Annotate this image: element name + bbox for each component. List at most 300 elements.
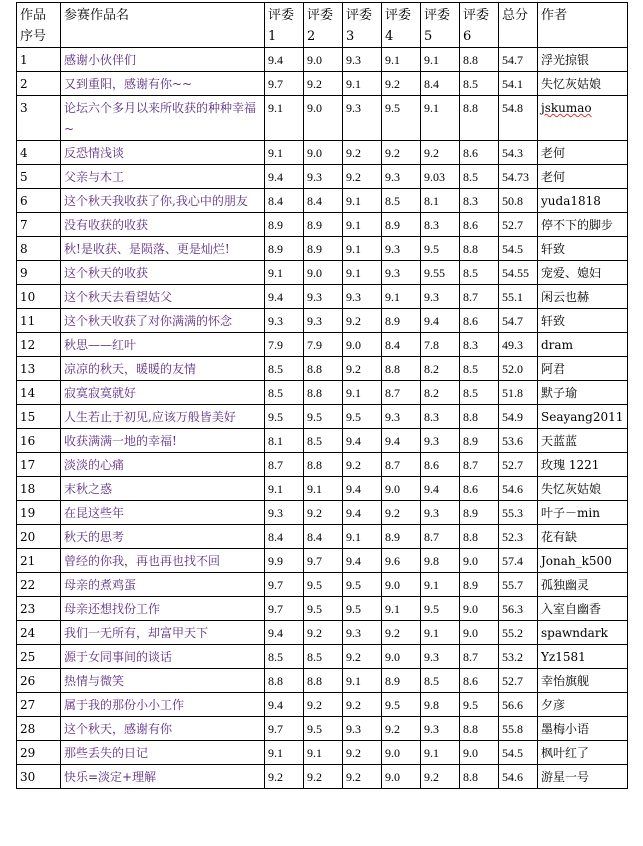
cell-judge-5: 8.1 [421, 189, 460, 213]
header-total: 总分 [499, 3, 538, 48]
cell-judge-3: 9.2 [343, 765, 382, 789]
cell-judge-5: 9.8 [421, 549, 460, 573]
cell-judge-2: 8.8 [304, 453, 343, 477]
table-row [17, 96, 628, 141]
cell-judge-1: 8.4 [265, 525, 304, 549]
cell-judge-2: 8.4 [304, 525, 343, 549]
cell-entry-no: 29 [17, 741, 61, 765]
cell-author: 墨梅小语 [538, 717, 628, 741]
cell-author: 玫瑰 1221 [538, 453, 628, 477]
table-row [17, 669, 628, 693]
cell-judge-3: 9.1 [343, 381, 382, 405]
cell-judge-4: 8.8 [382, 357, 421, 381]
cell-judge-2: 9.7 [304, 549, 343, 573]
table-row [17, 717, 628, 741]
cell-judge-2: 9.2 [304, 501, 343, 525]
cell-entry-title: 这个秋天去看望姑父 [61, 285, 265, 309]
cell-judge-1: 8.8 [265, 669, 304, 693]
cell-judge-3: 9.1 [343, 669, 382, 693]
cell-judge-3: 9.1 [343, 72, 382, 96]
table-row [17, 237, 628, 261]
cell-total: 54.6 [499, 765, 538, 789]
cell-total: 53.6 [499, 429, 538, 453]
cell-judge-5: 9.4 [421, 309, 460, 333]
cell-judge-3: 9.3 [343, 717, 382, 741]
cell-judge-1: 8.1 [265, 429, 304, 453]
cell-judge-2: 9.5 [304, 405, 343, 429]
cell-judge-5: 7.8 [421, 333, 460, 357]
cell-judge-6: 9.0 [460, 549, 499, 573]
cell-author: yuda1818 [538, 189, 628, 213]
header-author: 作者 [538, 3, 628, 48]
cell-judge-5: 9.3 [421, 645, 460, 669]
cell-author: 轩致 [538, 237, 628, 261]
table-row [17, 72, 628, 96]
table-row [17, 597, 628, 621]
cell-entry-title: 这个秋天收获了对你满满的怀念 [61, 309, 265, 333]
cell-entry-title: 收获满满一地的幸福! [61, 429, 265, 453]
cell-judge-1: 9.3 [265, 501, 304, 525]
cell-author: 闲云也赫 [538, 285, 628, 309]
cell-judge-4: 9.0 [382, 477, 421, 501]
cell-judge-4: 9.1 [382, 285, 421, 309]
cell-judge-5: 8.2 [421, 357, 460, 381]
cell-entry-no: 2 [17, 72, 61, 96]
cell-entry-no: 28 [17, 717, 61, 741]
header-judge-2: 评委2 [304, 3, 343, 48]
table-row [17, 357, 628, 381]
cell-judge-5: 8.6 [421, 453, 460, 477]
table-row [17, 741, 628, 765]
cell-judge-5: 8.7 [421, 525, 460, 549]
cell-judge-1: 9.7 [265, 597, 304, 621]
cell-judge-3: 9.2 [343, 357, 382, 381]
cell-author: 叶子－min [538, 501, 628, 525]
cell-judge-4: 8.4 [382, 333, 421, 357]
cell-judge-4: 9.6 [382, 549, 421, 573]
cell-judge-1: 9.4 [265, 621, 304, 645]
cell-author: Jonah_k500 [538, 549, 628, 573]
cell-entry-title: 淡淡的心痛 [61, 453, 265, 477]
cell-judge-2: 8.8 [304, 381, 343, 405]
cell-judge-6: 8.7 [460, 645, 499, 669]
cell-judge-1: 9.9 [265, 549, 304, 573]
cell-judge-4: 8.9 [382, 525, 421, 549]
cell-entry-title: 父亲与木工 [61, 165, 265, 189]
cell-judge-6: 8.7 [460, 285, 499, 309]
cell-total: 52.7 [499, 453, 538, 477]
cell-judge-6: 8.6 [460, 477, 499, 501]
cell-author: dram [538, 333, 628, 357]
cell-entry-no: 4 [17, 141, 61, 165]
cell-total: 55.8 [499, 717, 538, 741]
cell-judge-3: 9.5 [343, 597, 382, 621]
cell-total: 55.2 [499, 621, 538, 645]
header-judge-4: 评委4 [382, 3, 421, 48]
cell-author: jskumao [538, 96, 628, 141]
cell-judge-3: 9.4 [343, 477, 382, 501]
table-row [17, 549, 628, 573]
cell-judge-6: 8.8 [460, 96, 499, 141]
cell-entry-no: 24 [17, 621, 61, 645]
cell-entry-no: 13 [17, 357, 61, 381]
cell-entry-title: 论坛六个多月以来所收获的种种幸福~ [61, 96, 265, 141]
cell-total: 54.73 [499, 165, 538, 189]
cell-judge-6: 8.5 [460, 381, 499, 405]
cell-entry-title: 热情与微笑 [61, 669, 265, 693]
cell-judge-4: 8.9 [382, 309, 421, 333]
cell-judge-1: 9.1 [265, 477, 304, 501]
cell-judge-4: 9.5 [382, 96, 421, 141]
cell-judge-6: 9.5 [460, 693, 499, 717]
cell-entry-title: 曾经的你我，再也再也找不回 [61, 549, 265, 573]
cell-judge-3: 9.2 [343, 141, 382, 165]
cell-judge-4: 9.0 [382, 765, 421, 789]
table-row [17, 573, 628, 597]
cell-entry-title: 母亲的煮鸡蛋 [61, 573, 265, 597]
cell-author: 阿君 [538, 357, 628, 381]
cell-judge-1: 9.1 [265, 141, 304, 165]
cell-judge-1: 9.4 [265, 165, 304, 189]
cell-judge-4: 9.0 [382, 645, 421, 669]
cell-total: 52.7 [499, 669, 538, 693]
cell-judge-1: 9.7 [265, 717, 304, 741]
cell-judge-2: 9.5 [304, 573, 343, 597]
cell-entry-no: 26 [17, 669, 61, 693]
cell-judge-2: 8.8 [304, 357, 343, 381]
cell-judge-6: 8.5 [460, 261, 499, 285]
cell-judge-6: 8.5 [460, 357, 499, 381]
cell-judge-2: 9.3 [304, 165, 343, 189]
cell-judge-5: 9.8 [421, 693, 460, 717]
cell-judge-4: 8.9 [382, 669, 421, 693]
cell-judge-4: 9.4 [382, 429, 421, 453]
cell-judge-6: 8.6 [460, 309, 499, 333]
cell-judge-3: 9.0 [343, 333, 382, 357]
cell-judge-1: 8.7 [265, 453, 304, 477]
cell-judge-6: 8.7 [460, 453, 499, 477]
cell-entry-title: 秋!是收获、是陨落、更是灿烂! [61, 237, 265, 261]
cell-entry-title: 末秋之惑 [61, 477, 265, 501]
cell-judge-4: 9.2 [382, 501, 421, 525]
cell-judge-4: 9.3 [382, 165, 421, 189]
cell-judge-6: 8.8 [460, 525, 499, 549]
cell-judge-6: 8.6 [460, 213, 499, 237]
table-row [17, 429, 628, 453]
table-row [17, 501, 628, 525]
cell-judge-4: 9.1 [382, 48, 421, 72]
cell-judge-4: 9.5 [382, 693, 421, 717]
table-row [17, 141, 628, 165]
cell-judge-5: 9.5 [421, 597, 460, 621]
cell-judge-3: 9.4 [343, 501, 382, 525]
cell-judge-5: 9.3 [421, 285, 460, 309]
cell-judge-3: 9.2 [343, 693, 382, 717]
cell-entry-no: 12 [17, 333, 61, 357]
cell-judge-3: 9.1 [343, 261, 382, 285]
header-entry-no: 作品序号 [17, 3, 61, 48]
score-table [16, 2, 628, 789]
cell-entry-no: 21 [17, 549, 61, 573]
cell-judge-1: 9.2 [265, 765, 304, 789]
cell-judge-3: 9.3 [343, 621, 382, 645]
header-row [17, 3, 628, 48]
cell-total: 50.8 [499, 189, 538, 213]
cell-judge-4: 9.3 [382, 237, 421, 261]
cell-entry-title: 秋思——红叶 [61, 333, 265, 357]
cell-total: 55.7 [499, 573, 538, 597]
cell-author: 默子瑜 [538, 381, 628, 405]
cell-total: 54.5 [499, 741, 538, 765]
cell-judge-2: 8.9 [304, 213, 343, 237]
cell-judge-2: 9.0 [304, 141, 343, 165]
cell-judge-2: 7.9 [304, 333, 343, 357]
cell-author: 浮光掠银 [538, 48, 628, 72]
cell-judge-6: 8.5 [460, 72, 499, 96]
cell-judge-5: 9.1 [421, 573, 460, 597]
cell-judge-4: 9.2 [382, 717, 421, 741]
table-row [17, 477, 628, 501]
cell-total: 51.8 [499, 381, 538, 405]
cell-judge-1: 8.5 [265, 381, 304, 405]
cell-entry-no: 14 [17, 381, 61, 405]
cell-judge-3: 9.2 [343, 309, 382, 333]
cell-entry-title: 没有收获的收获 [61, 213, 265, 237]
table-row [17, 405, 628, 429]
cell-judge-5: 9.1 [421, 741, 460, 765]
cell-entry-no: 9 [17, 261, 61, 285]
cell-judge-6: 8.6 [460, 669, 499, 693]
cell-entry-no: 20 [17, 525, 61, 549]
cell-judge-2: 9.2 [304, 693, 343, 717]
cell-judge-4: 9.2 [382, 72, 421, 96]
table-row [17, 693, 628, 717]
table-row [17, 261, 628, 285]
cell-entry-no: 23 [17, 597, 61, 621]
cell-judge-5: 9.1 [421, 96, 460, 141]
cell-judge-4: 9.0 [382, 741, 421, 765]
cell-judge-1: 9.1 [265, 261, 304, 285]
cell-judge-3: 9.2 [343, 165, 382, 189]
cell-judge-3: 9.1 [343, 237, 382, 261]
cell-total: 54.55 [499, 261, 538, 285]
cell-judge-6: 8.8 [460, 48, 499, 72]
cell-entry-no: 16 [17, 429, 61, 453]
table-row [17, 309, 628, 333]
cell-judge-2: 8.5 [304, 429, 343, 453]
cell-judge-1: 8.9 [265, 213, 304, 237]
cell-entry-no: 7 [17, 213, 61, 237]
cell-author: 老何 [538, 141, 628, 165]
cell-judge-3: 9.2 [343, 741, 382, 765]
cell-entry-no: 17 [17, 453, 61, 477]
cell-judge-4: 8.7 [382, 381, 421, 405]
cell-judge-6: 8.5 [460, 165, 499, 189]
cell-judge-5: 9.2 [421, 141, 460, 165]
cell-judge-2: 9.2 [304, 621, 343, 645]
cell-judge-2: 9.2 [304, 765, 343, 789]
cell-judge-5: 8.3 [421, 213, 460, 237]
cell-judge-4: 9.2 [382, 621, 421, 645]
cell-total: 52.7 [499, 213, 538, 237]
cell-judge-1: 7.9 [265, 333, 304, 357]
cell-judge-5: 9.5 [421, 237, 460, 261]
cell-judge-6: 8.8 [460, 717, 499, 741]
cell-judge-1: 9.7 [265, 72, 304, 96]
header-entry-title: 参赛作品名 [61, 3, 265, 48]
cell-judge-5: 9.3 [421, 717, 460, 741]
cell-judge-5: 9.3 [421, 501, 460, 525]
cell-judge-3: 9.2 [343, 645, 382, 669]
cell-total: 56.6 [499, 693, 538, 717]
cell-entry-no: 1 [17, 48, 61, 72]
cell-judge-6: 9.0 [460, 621, 499, 645]
cell-judge-2: 9.5 [304, 717, 343, 741]
cell-judge-3: 9.5 [343, 573, 382, 597]
table-row [17, 765, 628, 789]
cell-judge-5: 8.2 [421, 381, 460, 405]
cell-judge-2: 9.3 [304, 285, 343, 309]
cell-judge-3: 9.4 [343, 549, 382, 573]
cell-total: 54.1 [499, 72, 538, 96]
cell-entry-no: 15 [17, 405, 61, 429]
cell-judge-2: 9.2 [304, 72, 343, 96]
cell-judge-5: 9.1 [421, 621, 460, 645]
cell-judge-2: 9.0 [304, 96, 343, 141]
cell-judge-1: 9.3 [265, 309, 304, 333]
cell-judge-6: 8.8 [460, 405, 499, 429]
cell-judge-3: 9.4 [343, 429, 382, 453]
table-row [17, 645, 628, 669]
header-judge-6: 评委6 [460, 3, 499, 48]
cell-judge-2: 9.0 [304, 261, 343, 285]
cell-judge-6: 8.8 [460, 237, 499, 261]
cell-entry-no: 25 [17, 645, 61, 669]
cell-judge-6: 8.9 [460, 429, 499, 453]
cell-entry-title: 快乐=淡定+理解 [61, 765, 265, 789]
cell-author: 枫叶红了 [538, 741, 628, 765]
cell-entry-no: 8 [17, 237, 61, 261]
cell-total: 54.9 [499, 405, 538, 429]
cell-judge-2: 8.5 [304, 645, 343, 669]
cell-judge-1: 8.4 [265, 189, 304, 213]
cell-judge-3: 9.1 [343, 189, 382, 213]
cell-judge-5: 8.4 [421, 72, 460, 96]
cell-judge-3: 9.3 [343, 96, 382, 141]
cell-judge-2: 8.9 [304, 237, 343, 261]
table-row [17, 48, 628, 72]
cell-judge-3: 9.2 [343, 453, 382, 477]
cell-judge-3: 9.1 [343, 213, 382, 237]
cell-judge-1: 9.1 [265, 96, 304, 141]
cell-total: 53.2 [499, 645, 538, 669]
cell-total: 54.7 [499, 309, 538, 333]
cell-author: 停不下的脚步 [538, 213, 628, 237]
cell-author: 天蓝蓝 [538, 429, 628, 453]
cell-entry-no: 18 [17, 477, 61, 501]
table-row [17, 453, 628, 477]
cell-judge-6: 9.0 [460, 597, 499, 621]
cell-entry-title: 凉凉的秋天，暖暖的友情 [61, 357, 265, 381]
cell-judge-2: 8.8 [304, 669, 343, 693]
cell-judge-2: 9.0 [304, 48, 343, 72]
cell-entry-title: 又到重阳，感谢有你~~ [61, 72, 265, 96]
cell-judge-5: 9.2 [421, 765, 460, 789]
table-row [17, 333, 628, 357]
cell-judge-2: 9.1 [304, 477, 343, 501]
cell-judge-6: 8.8 [460, 765, 499, 789]
cell-judge-2: 9.1 [304, 741, 343, 765]
cell-judge-2: 9.5 [304, 597, 343, 621]
cell-judge-5: 8.3 [421, 405, 460, 429]
cell-total: 49.3 [499, 333, 538, 357]
cell-judge-6: 8.3 [460, 189, 499, 213]
cell-judge-5: 8.5 [421, 669, 460, 693]
cell-judge-4: 8.5 [382, 189, 421, 213]
table-body [17, 48, 628, 789]
cell-judge-6: 9.0 [460, 741, 499, 765]
cell-judge-4: 9.3 [382, 405, 421, 429]
cell-judge-6: 8.3 [460, 333, 499, 357]
table-row [17, 285, 628, 309]
cell-judge-5: 9.1 [421, 48, 460, 72]
cell-judge-1: 9.5 [265, 405, 304, 429]
cell-total: 56.3 [499, 597, 538, 621]
cell-judge-4: 8.7 [382, 453, 421, 477]
cell-judge-1: 9.7 [265, 573, 304, 597]
cell-entry-title: 这个秋天，感谢有你 [61, 717, 265, 741]
table-row [17, 621, 628, 645]
cell-entry-no: 3 [17, 96, 61, 141]
cell-entry-title: 那些丢失的日记 [61, 741, 265, 765]
cell-judge-4: 9.0 [382, 573, 421, 597]
cell-entry-title: 在昆这些年 [61, 501, 265, 525]
cell-author: 幸怡旗舰 [538, 669, 628, 693]
cell-entry-no: 10 [17, 285, 61, 309]
cell-total: 52.3 [499, 525, 538, 549]
cell-entry-no: 22 [17, 573, 61, 597]
cell-entry-title: 这个秋天我收获了你,我心中的朋友 [61, 189, 265, 213]
cell-judge-3: 9.3 [343, 285, 382, 309]
table-row [17, 525, 628, 549]
header-judge-3: 评委3 [343, 3, 382, 48]
cell-author: Yz1581 [538, 645, 628, 669]
cell-judge-5: 9.55 [421, 261, 460, 285]
cell-judge-1: 8.5 [265, 357, 304, 381]
cell-author: Seayang2011 [538, 405, 628, 429]
cell-total: 52.0 [499, 357, 538, 381]
cell-author: 花有缺 [538, 525, 628, 549]
cell-entry-title: 这个秋天的收获 [61, 261, 265, 285]
cell-entry-no: 30 [17, 765, 61, 789]
cell-judge-4: 9.3 [382, 261, 421, 285]
cell-entry-title: 寂寞寂寞就好 [61, 381, 265, 405]
cell-total: 54.6 [499, 477, 538, 501]
cell-author: spawndark [538, 621, 628, 645]
cell-judge-1: 8.9 [265, 237, 304, 261]
cell-total: 55.3 [499, 501, 538, 525]
cell-author: 夕彦 [538, 693, 628, 717]
cell-total: 55.1 [499, 285, 538, 309]
cell-entry-title: 反恐情浅谈 [61, 141, 265, 165]
cell-entry-no: 19 [17, 501, 61, 525]
cell-judge-4: 9.2 [382, 141, 421, 165]
header-judge-5: 评委5 [421, 3, 460, 48]
cell-entry-no: 11 [17, 309, 61, 333]
cell-judge-3: 9.5 [343, 405, 382, 429]
cell-entry-title: 我们一无所有，却富甲天下 [61, 621, 265, 645]
cell-judge-3: 9.1 [343, 525, 382, 549]
